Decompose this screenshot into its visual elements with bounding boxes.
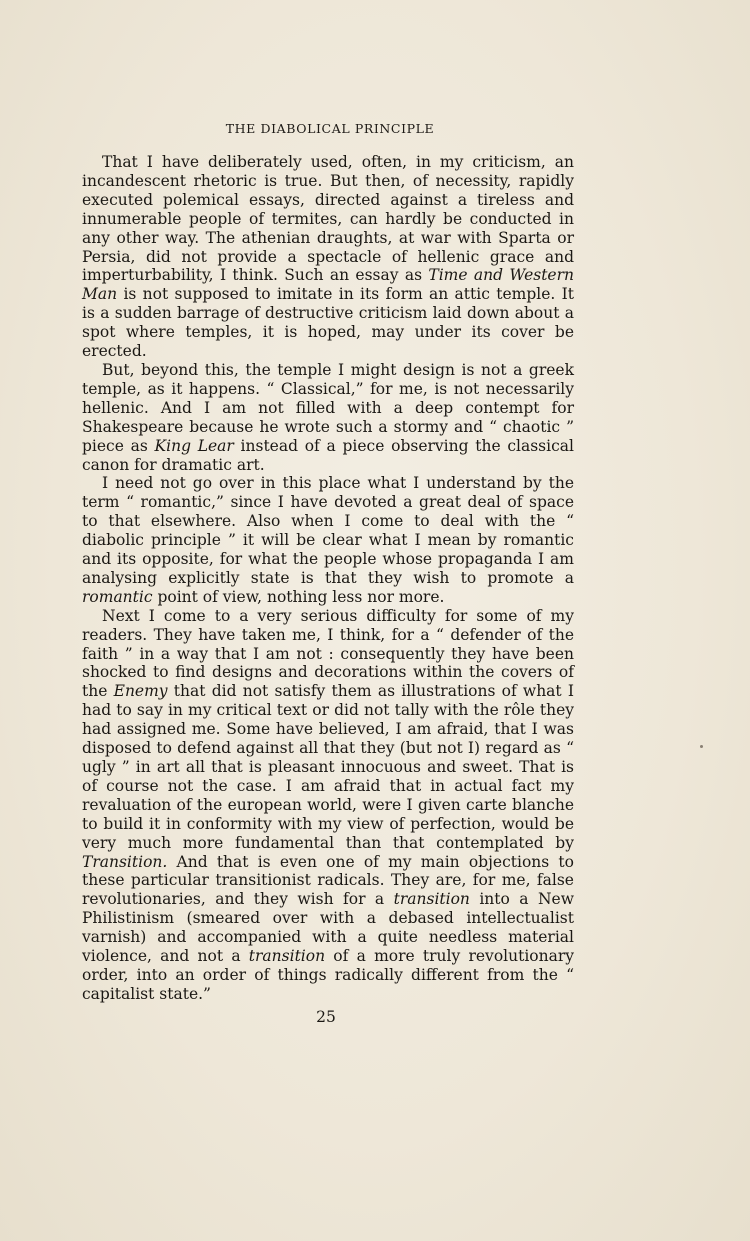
- paragraph: [82, 361, 574, 474]
- italic-run: Enemy: [113, 682, 168, 701]
- running-head: THE DIABOLICAL PRINCIPLE: [225, 121, 435, 136]
- italic-run: King Lear: [154, 436, 234, 455]
- text-run: I need not go over in this place what I understand by the term “ romantic,” since I have devoted a great deal of space to that elsewhere. Also when I come to deal with the “ diabolic principle ” it will be clear what I mean by romantic and its opposite, for what the people whose propaganda I am analysing explicitly state is that they wish to promote a: [82, 474, 574, 587]
- text-run: That I have deliberately used, often, in my criticism, an incandescent rhetoric is true. But then, of necessity, rapidly executed polemical essays, directed against a tireless and innumerable people of termites, can hardly be conducted in any other way. The athenian draughts, at war with Sparta or Persia, did not provide a spectacle of hellenic grace and imperturbability, I think. Such an essay as: [82, 153, 574, 285]
- italic-run: romantic: [82, 587, 153, 606]
- text-run: Next I come to a very serious difficulty for some of my readers. They have taken me, I think, for a “ defender of the faith ” in a way that I am not : consequently they have been shocked to find designs and decorations within the covers of the: [82, 606, 574, 701]
- paragraph: [82, 153, 574, 361]
- italic-run: Transition.: [82, 852, 168, 871]
- paragraph: [82, 474, 574, 606]
- paragraph: [82, 607, 574, 1004]
- text-run: And that is even one of my main objections to these particular transitionist radicals. They are, for me, false revolutionaries, and they wish for a: [82, 852, 574, 909]
- text-run: point of view, nothing less nor more.: [152, 587, 445, 606]
- body-text: [82, 153, 574, 1004]
- italic-run: transition: [393, 890, 470, 909]
- page-number: 25: [316, 1008, 336, 1026]
- italic-run: transition: [248, 947, 326, 966]
- text-run: But, beyond this, the temple I might design is not a greek temple, as it happens. “ Classical,” for me, is not necessarily hellenic. And I am not filled with a deep contempt for Shakespeare because he wrote such a stormy and “ chaotic ” piece as: [82, 360, 574, 455]
- text-run: is not supposed to imitate in its form an attic temple. It is a sudden barrage of destructive criticism laid down about a spot where temples, it is hoped, may under its cover be erected.: [82, 285, 574, 361]
- italic-run: Time and Western Man: [82, 266, 574, 304]
- paper-speck: [700, 745, 703, 748]
- text-run: into a New Philistinism (smeared over with a debased intellectualist varnish) and accompanied with a quite needless material violence, and not a: [82, 890, 574, 966]
- text-run: that did not satisfy them as illustrations of what I had to say in my critical text or did not tally with the rôle they had assigned me. Some have believed, I am afraid, that I was disposed to defend against all that they (but not I) regard as “ ugly ” in art all that is pleasant innocuous and sweet. That is of course not the case. I am afraid that in actual fact my revaluation of the european world, were I given carte blanche to build it in conformity with my view of perfection, would be very much more fundamental than that contemplated by: [82, 682, 575, 852]
- text-run: of a more truly revolutionary order, into an order of things radically different from the “ capitalist state.”: [82, 947, 574, 1003]
- text-run: instead of a piece observing the classical canon for dramatic art.: [82, 436, 574, 474]
